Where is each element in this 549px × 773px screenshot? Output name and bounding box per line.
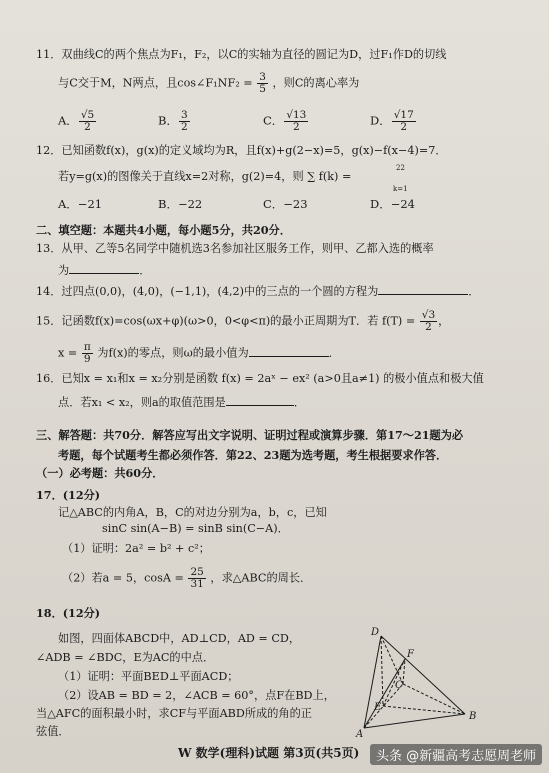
q17-heading: 17．(12分): [36, 488, 101, 502]
q11-option-d-num: √17: [393, 109, 414, 121]
q15-line1-end: ，: [438, 314, 450, 328]
q16-line1: 16．已知x = x₁和x = x₂分别是函数 f(x) = 2aˣ − ex² (a>0且a≠1) 的极小值点和极大值: [36, 372, 484, 385]
edge-ab: [364, 714, 465, 728]
q17-part1: （1）证明：2a² = b² + c²；: [62, 542, 210, 555]
q11-option-a-num: √5: [80, 109, 95, 121]
q13-line2: 为 ．: [58, 264, 151, 277]
q18-part2c: 弦值．: [36, 725, 70, 738]
q11-line2-post: ，则C的离心率为: [272, 76, 360, 90]
q12-option-c: C．−23: [263, 197, 308, 211]
q16-line2-text: 点．若x₁ < x₂，则a的取值范围是: [58, 396, 226, 409]
q11-option-a: [58, 110, 97, 133]
q17-line2: sinC sin(A−B) = sinB sin(C−A)．: [102, 522, 289, 535]
edge-dc: [381, 636, 403, 684]
q12-line1: 12．已知函数f(x)，g(x)的定义域均为R，且f(x)+g(2−x)=5，g(x)−f(x−4)=7．: [36, 144, 447, 157]
label-c: C: [395, 680, 403, 691]
q14-text: 14．过四点(0,0)，(4,0)，(−1,1)，(4,2)中的三点的一个圆的方程为: [36, 285, 379, 298]
q11-option-b-label: B．: [158, 113, 178, 128]
q15-line1-text: 15．记函数f(x)=cos(ωx+φ)(ω>0，0<φ<π)的最小正周期为T．若 f(T) =: [36, 314, 416, 328]
q11-option-c-label: C．: [263, 113, 284, 128]
watermark: 头条 @新疆高考志愿周老师: [370, 744, 542, 765]
q17-part2-pre: （2）若a = 5，cosA =: [62, 571, 184, 585]
q17-fraction: [188, 567, 205, 590]
q17-line1: 记△ABC的内角A，B，C的对边分别为a，b，c，已知: [58, 506, 327, 519]
section2-heading: 二、填空题：本题共4小题，每小题5分，共20分．: [36, 223, 291, 237]
q11-option-a-den: 2: [84, 121, 91, 133]
q15-fraction: [420, 310, 437, 333]
section3-line1: 三、解答题：共70分．解答应写出文字说明、证明过程或演算步骤．第17～21题为必: [36, 428, 464, 442]
q18-part2b: 当△AFC的面积最小时，求CF与平面ABD所成的角的正: [36, 707, 312, 720]
q18-line1: 如图，四面体ABCD中，AD⊥CD，AD = CD，: [58, 632, 301, 645]
q12-line2: [58, 164, 408, 193]
segment-eb: [383, 706, 465, 714]
q11-option-c: [263, 110, 309, 133]
q17-frac-den: 31: [190, 578, 204, 590]
q11-option-b-frac: [179, 110, 190, 133]
q15-frac-num: √3: [421, 309, 436, 321]
q11-option-b: [158, 110, 191, 133]
q11-fraction: [257, 72, 268, 95]
q18-line2: ∠ADB = ∠BDC，E为AC的中点．: [36, 651, 215, 664]
segment-de: [381, 636, 383, 706]
q13-answer-blank: [69, 262, 139, 274]
q14-line: 14．过四点(0,0)，(4,0)，(−1,1)，(4,2)中的三点的一个圆的方程为 ．: [36, 285, 480, 298]
q13-line2-text: 为: [58, 264, 70, 277]
label-b: B: [469, 711, 477, 722]
q11-frac-num: 3: [259, 71, 266, 83]
tetrahedron-figure: [355, 626, 505, 738]
q11-line1: 11．双曲线C的两个焦点为F₁，F₂，以C的实轴为直径的圆记为D，过F₁作D的切线: [36, 48, 447, 61]
q11-option-d-den: 2: [400, 121, 408, 133]
label-e: E: [374, 702, 382, 713]
q15-x-den: 9: [83, 353, 91, 365]
q15-x-fraction: [82, 342, 93, 365]
q11-option-d-label: D．: [370, 113, 391, 128]
q11-option-d: [370, 110, 417, 133]
q11-option-b-den: 2: [180, 121, 188, 133]
q17-frac-num: 25: [190, 566, 204, 578]
label-f: F: [407, 649, 414, 660]
q12-sum-top: 22: [396, 164, 405, 172]
q12-option-b: B．−22: [158, 197, 203, 211]
label-a: A: [356, 729, 364, 738]
q13-line1: 13．从甲、乙等5名同学中随机选3名参加社区服务工作，则甲、乙都入选的概率: [36, 242, 434, 255]
edge-cb: [403, 684, 465, 714]
section3-line3: （一）必考题：共60分．: [36, 466, 164, 480]
q11-frac-den: 5: [259, 83, 266, 95]
q11-option-a-frac: [79, 110, 96, 133]
q11-option-c-frac: [284, 110, 308, 133]
q12-line2-text: 若y=g(x)的图像关于直线x=2对称，g(2)=4，则 ∑ f(k) =: [58, 170, 352, 183]
q15-line2-post: 为f(x)的零点，则ω的最小值为: [97, 346, 249, 360]
q12-option-d: D．−24: [370, 197, 415, 211]
q15-line2: x = $\frac{\pi}{9}$ 为f(x)的零点，则ω的最小值为 ．: [58, 341, 340, 365]
q16-line2: 点．若x₁ < x₂，则a的取值范围是 ．: [58, 396, 306, 409]
q11-option-c-den: 2: [293, 121, 300, 133]
q14-answer-blank: [378, 283, 468, 295]
q18-part1: （1）证明：平面BED⊥平面ACD；: [58, 670, 239, 683]
q11-line2: [58, 72, 359, 95]
q11-option-a-label: A．: [58, 113, 78, 128]
q18-heading: 18．(12分): [36, 606, 101, 620]
q11-option-c-num: √13: [286, 109, 307, 121]
q11-line2-pre: 与C交于M，N两点，且cos∠F₁NF₂ =: [58, 76, 253, 90]
q15-line1: [36, 310, 449, 333]
q18-part2a: （2）设AB = BD = 2，∠ACB = 60°，点F在BD上，: [58, 689, 335, 702]
q12-option-a: A．−21: [58, 197, 103, 211]
q15-x-num: π: [83, 341, 91, 353]
q17-part2: [62, 567, 311, 590]
q16-answer-blank: [226, 394, 294, 406]
label-d: D: [371, 627, 380, 638]
q15-answer-blank: [249, 345, 329, 357]
q17-part2-post: ，求△ABC的周长．: [210, 571, 312, 585]
q11-option-d-frac: [392, 110, 416, 133]
section3-line2: 考题，每个试题考生都必须作答．第22、23题为选考题，考生根据要求作答．: [58, 448, 448, 462]
edge-db: [381, 636, 465, 714]
q11-option-b-num: 3: [180, 109, 188, 121]
q15-line2-pre: x =: [58, 346, 78, 360]
page-footer: W 数学(理科)试题 第3页(共5页): [178, 746, 360, 760]
q12-sum-bottom: k=1: [393, 185, 408, 193]
q15-frac-den: 2: [425, 321, 432, 333]
